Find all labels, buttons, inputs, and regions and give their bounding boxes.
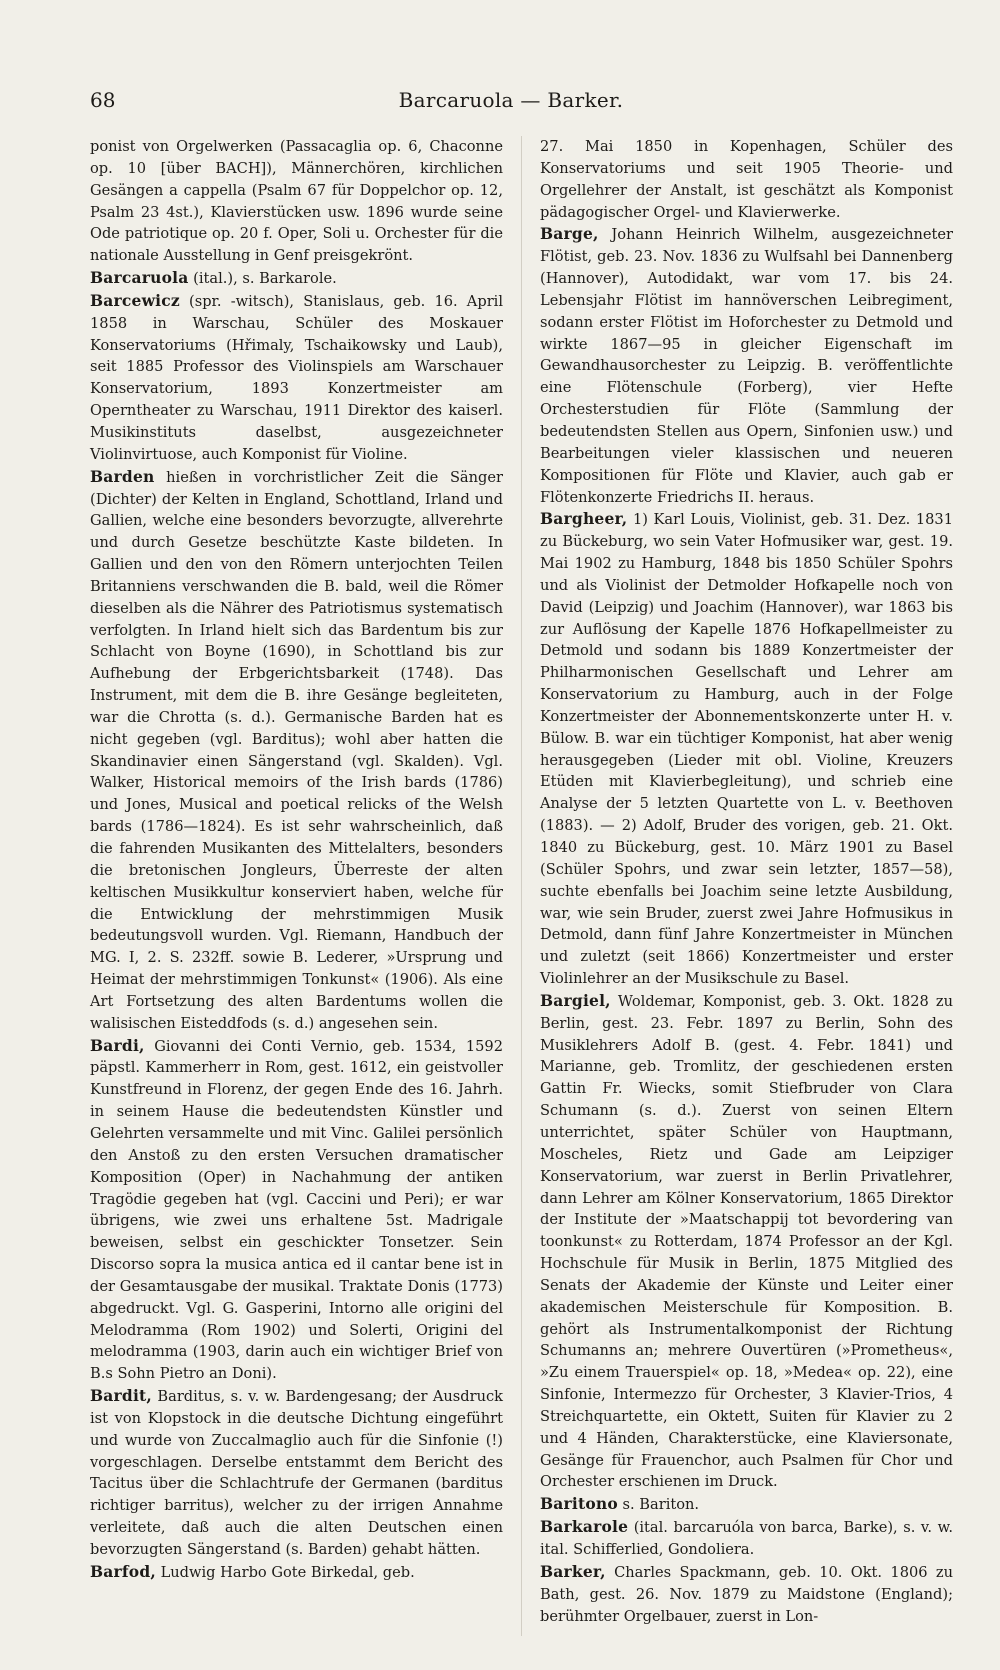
continuation-text xyxy=(90,136,503,267)
entry-body: Charles Spackmann, geb. 10. Okt. 1806 zu Bath, gest. 26. Nov. 1879 zu Maidstone (England); berühmter Orgelbauer, zuerst in Lon- xyxy=(540,1563,953,1625)
entry-body: 1) Karl Louis, Violinist, geb. 31. Dez. 1831 zu Bückeburg, wo sein Vater Hofmusiker war, gest. 19. Mai 1902 zu Hamburg, 1848 bis 1850 Schüler Spohrs und als Violinist der Detmolder Hofkapelle noch von David (Leipzig) und Joachim (Hannover), war 1863 bis zur Auflösung der Kapelle 1876 Hofkapellmeister zu Detmold und sodann bis 1889 Konzertmeister der Philharmonischen Gesellschaft und Lehrer am Konservatorium zu Hamburg, auch in der Folge Konzertmeister der Abonnementskonzerte unter H. v. Bülow. B. war ein tüchtiger Komponist, hat aber wenig herausgegeben (Lieder mit obl. Violine, Kreuzers Etüden mit Klavierbegleitung), und schrieb eine Analyse der 5 letzten Quartette von L. v. Beethoven (1883). — 2) Adolf, Bruder des vorigen, geb. 21. Okt. 1840 zu Bückeburg, gest. 10. März 1901 zu Basel (Schüler Spohrs, und zwar sein letzter, 1857—58), suchte ebenfalls bei Joachim seine letzte Ausbildung, war, wie sein Bruder, zuerst zwei Jahre Hofmusikus in Detmold, dann fünf Jahre Konzertmeister in München und zuletzt (seit 1866) Konzertmeister und erster Violinlehrer an der Musikschule zu Basel. xyxy=(540,511,953,988)
headword: Bardit, xyxy=(90,1386,152,1406)
headword: Barcaruola xyxy=(90,268,189,288)
right-column xyxy=(540,136,953,1627)
entry-body: Giovanni dei Conti Vernio, geb. 1534, 1592 päpstl. Kammerherr in Rom, gest. 1612, ein geistvoller Kunstfreund in Florenz, der gegen Ende des 16. Jahrh. in seinem Hause die bedeutendsten Künstler und Gelehrten versammelte und mit Vinc. Galilei persönlich den Anstoß zu den ersten Versuchen dramatischer Komposition (Oper) in Nachahmung der antiken Tragödie gegeben hat (vgl. Caccini und Peri); er war übrigens, wie zwei uns erhaltene 5st. Madrigale beweisen, selbst ein geschickter Tonsetzer. Sein Discorso sopra la musica antica ed il cantar bene ist in der Gesamtausgabe der musikal. Traktate Donis (1773) abgedruckt. Vgl. G. Gasperini, Intorno alle origini del Melodramma (Rom 1902) und Solerti, Origini del melodramma (1903, darin auch ein wichtiger Brief von B.s Sohn Pietro an Doni). xyxy=(90,1037,503,1383)
entry-bardit xyxy=(90,1385,503,1561)
left-column xyxy=(90,136,503,1584)
headword: Bargiel, xyxy=(540,990,611,1010)
entry-barcaruola xyxy=(90,267,503,290)
headword: Bargheer, xyxy=(540,509,628,529)
entry-body: s. Bariton. xyxy=(617,1496,700,1514)
headword: Barge, xyxy=(540,224,599,244)
entry-bargiel xyxy=(540,990,953,1493)
headword: Barden xyxy=(90,466,155,486)
entry-body: (ital. barcaruóla von barca, Barke), s. v. w. ital. Schifferlied, Gondoliera. xyxy=(540,1519,953,1558)
entry-body: Ludwig Harbo Gote Birkedal, geb. xyxy=(155,1563,415,1581)
headword: Barker, xyxy=(540,1561,606,1581)
headword: Barcewicz xyxy=(90,290,180,310)
column-divider xyxy=(521,136,522,1636)
headword: Barkarole xyxy=(540,1517,629,1537)
entry-body: (ital.), s. Barkarole. xyxy=(188,270,337,288)
entry-baritono xyxy=(540,1493,953,1516)
entry-bargheer xyxy=(540,508,953,990)
entry-barge xyxy=(540,223,953,508)
entry-body: Johann Heinrich Wilhelm, ausgezeichneter Flötist, geb. 23. Nov. 1836 zu Wulfsahl bei Dannenberg (Hannover), Autodidakt, war vom 17. bis 24. Lebensjahr Flötist im hannöverschen Leibregiment, sodann erster Flötist im Hoforchester zu Detmold und wirkte 1867—95 in gleicher Eigenschaft im Gewandhausorchester zu Leipzig. B. veröffentlichte eine Flötenschule (Forberg), vier Hefte Orchesterstudien für Flöte (Sammlung der bedeutendsten Stellen aus Opern, Sinfonien usw.) und Bearbeitungen vieler klassischen und neueren Kompositionen für Flöte und Klavier, auch gab er Flötenkonzerte Friedrichs II. heraus. xyxy=(540,226,953,506)
entry-body: (spr. -witsch), Stanislaus, geb. 16. April 1858 in Warschau, Schüler des Moskauer Konservatoriums (Hřimaly, Tschaikowsky und Laub), seit 1885 Professor des Violinspiels am Warschauer Konservatorium, 1893 Konzertmeister am Operntheater zu Warschau, 1911 Direktor des kaiserl. Musikinstituts daselbst, ausgezeichneter Violinvirtuose, auch Komponist für Violine. xyxy=(90,292,503,463)
continuation-body: 27. Mai 1850 in Kopenhagen, Schüler des Konservatoriums und seit 1905 Theorie- und Orgellehrer der Anstalt, ist geschätzt als Komponist pädagogischer Orgel- und Klavierwerke. xyxy=(540,138,953,221)
headword: Barfod, xyxy=(90,1561,156,1581)
headword: Bardi, xyxy=(90,1035,145,1055)
entry-barkarole xyxy=(540,1516,953,1561)
entry-barden xyxy=(90,466,503,1035)
headword: Baritono xyxy=(540,1494,618,1514)
continuation-text xyxy=(540,136,953,223)
running-title: Barcaruola — Barker. xyxy=(398,88,624,112)
entry-barker xyxy=(540,1561,953,1628)
page-header xyxy=(90,88,932,118)
entry-barfod xyxy=(90,1561,503,1584)
entry-body: hießen in vorchristlicher Zeit die Sänger (Dichter) der Kelten in England, Schottland, Irland und Gallien, welche eine besonders bevorzugte, allverehrte und durch Gesetze beschützte Kaste bildeten. In Gallien und den von den Römern unterjochten Teilen Britanniens verschwanden die B. bald, weil die Römer dieselben als die Nährer des Patriotismus systematisch verfolgten. In Irland hielt sich das Bardentum bis zur Schlacht von Boyne (1690), in Schottland bis zur Aufhebung der Erbgerichtsbarkeit (1748). Das Instrument, mit dem die B. ihre Gesänge begleiteten, war die Chrotta (s. d.). Germanische Barden hat es nicht gegeben (vgl. Barditus); wohl aber hatten die Skandinavier einen Sängerstand (vgl. Skalden). Vgl. Walker, Historical memoirs of the Irish bards (1786) und Jones, Musical and poetical relicks of the Welsh bards (1786—1824). Es ist sehr wahrscheinlich, daß die fahrenden Musikanten des Mittelalters, besonders die bretonischen Jongleurs, Überreste der alten keltischen Musikkultur konserviert haben, welche für die Entwicklung der mehrstimmigen Musik bedeutungsvoll wurden. Vgl. Riemann, Handbuch der MG. I, 2. S. 232ff. sowie B. Lederer, »Ursprung und Heimat der mehrstimmigen Tonkunst« (1906). Als eine Art Fortsetzung des alten Bardentums wollen die walisischen Eisteddfods (s. d.) angesehen sein. xyxy=(90,468,503,1032)
entry-body: Barditus, s. v. w. Bardengesang; der Ausdruck ist von Klopstock in die deutsche Dichtung eingeführt und wurde von Zuccalmaglio auch für die Sinfonie (!) vorgeschlagen. Derselbe entstammt dem Bericht des Tacitus über die Schlachtrufe der Germanen (barditus richtiger barritus), welcher zu der irrigen Annahme verleitete, daß auch die alten Deutschen einen bevorzugten Sängerstand (s. Barden) gehabt hätten. xyxy=(90,1388,503,1558)
page-number: 68 xyxy=(90,88,116,112)
entry-barcewicz xyxy=(90,290,503,466)
entry-body: Woldemar, Komponist, geb. 3. Okt. 1828 zu Berlin, gest. 23. Febr. 1897 zu Berlin, Sohn des Musiklehrers Adolf B. (gest. 4. Febr. 1841) und Marianne, geb. Tromlitz, der geschiedenen ersten Gattin Fr. Wiecks, somit Stiefbruder von Clara Schumann (s. d.). Zuerst von seinen Eltern unterrichtet, später Schüler von Hauptmann, Moscheles, Rietz und Gade am Leipziger Konservatorium, war zuerst in Berlin Privatlehrer, dann Lehrer am Kölner Konservatorium, 1865 Direktor der Institute der »Maatschappij tot bevordering van toonkunst« zu Rotterdam, 1874 Professor an der Kgl. Hochschule für Musik in Berlin, 1875 Mitglied des Senats der Akademie der Künste und Leiter einer akademischen Meisterschule für Komposition. B. gehört als Instrumentalkomponist der Richtung Schumanns an; mehrere Ouvertüren (»Prometheus«, »Zu einem Trauerspiel« op. 18, »Medea« op. 22), eine Sinfonie, Intermezzo für Orchester, 3 Klavier-Trios, 4 Streichquartette, ein Oktett, Suiten für Klavier zu 2 und 4 Händen, Charakterstücke, eine Klaviersonate, Gesänge für Frauenchor, auch Psalmen für Chor und Orchester erschienen im Druck. xyxy=(540,992,953,1491)
continuation-body: ponist von Orgelwerken (Passacaglia op. 6, Chaconne op. 10 [über BACH]), Männerchören, kirchlichen Gesängen a cappella (Psalm 67 für Doppelchor op. 12, Psalm 23 4st.), Klavierstücken usw. 1896 wurde seine Ode patriotique op. 20 f. Oper, Soli u. Orchester für die nationale Ausstellung in Genf preisgekrönt. xyxy=(90,138,503,265)
entry-bardi xyxy=(90,1035,503,1386)
